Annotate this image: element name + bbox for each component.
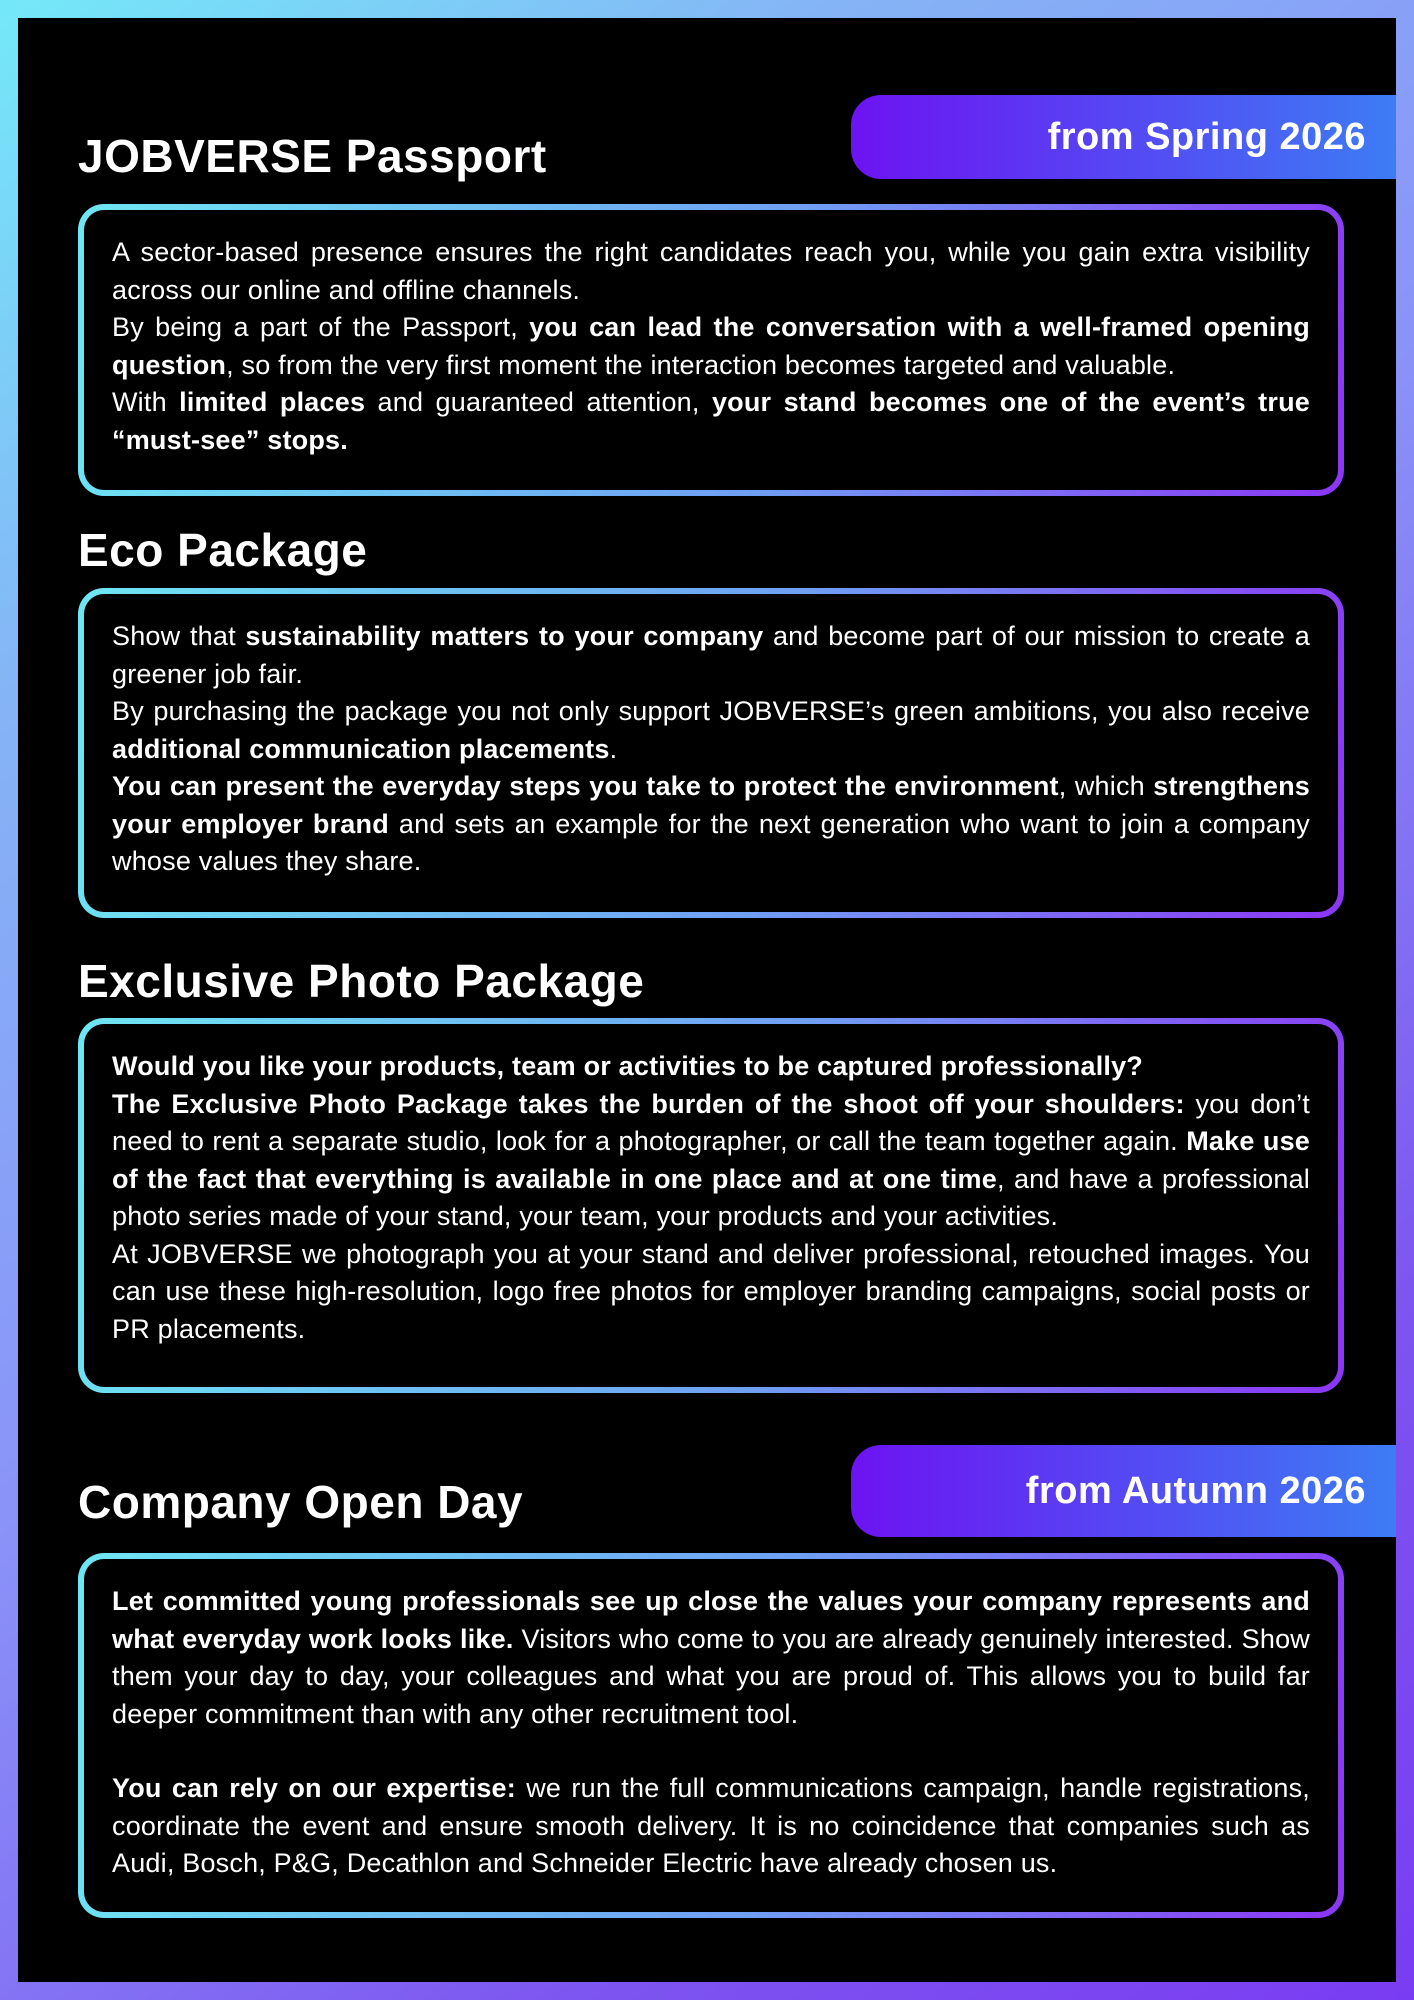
text: Show that: [112, 621, 246, 651]
text: By purchasing the package you not only support JOBVERSE’s green ambitions, you also receive: [112, 696, 1310, 726]
text: , so from the very first moment the interaction becomes targeted and valuable.: [226, 349, 1176, 380]
bold-text: sustainability matters to your company: [245, 621, 764, 651]
box-content: [84, 594, 1338, 912]
paragraph: [112, 1236, 1310, 1349]
paragraph: [112, 309, 1310, 384]
bold-text: you can lead the conversation with a well-framed opening question: [112, 312, 1311, 380]
paragraph: [112, 618, 1310, 693]
bold-text: your stand becomes one of the event’s true “must-see” stops.: [112, 387, 1310, 455]
page-title: JOBVERSE Passport: [78, 130, 547, 182]
bold-text: additional communication placements: [112, 733, 610, 764]
content-box: [78, 588, 1344, 918]
bold-text: strengthens your employer brand: [112, 771, 1310, 839]
page-background: [18, 18, 1396, 1982]
text: A sector-based presence ensures the right candidates reach you, while you gain extra visibility across our online and offline channels.: [112, 237, 1310, 305]
box-content: [84, 210, 1338, 490]
text: With: [112, 387, 180, 417]
bold-text: The Exclusive Photo Package takes the burden of the shoot off your shoulders:: [112, 1088, 1185, 1119]
paragraph: [112, 234, 1310, 309]
text: .: [609, 733, 618, 764]
bold-text: Would you like your products, team or activities to be captured professionally?: [112, 1051, 1144, 1081]
paragraph: [112, 1770, 1310, 1883]
text: and sets an example for the next generation who want to join a company whose values they share.: [112, 808, 1310, 876]
content-box: [78, 1018, 1344, 1393]
box-content: [84, 1559, 1338, 1912]
text: and guaranteed attention,: [365, 387, 712, 417]
bold-text: You can present the everyday steps you take to protect the environment: [112, 771, 1059, 801]
availability-badge-autumn-2026: [851, 1445, 1396, 1537]
badge-label: from Spring 2026: [1047, 115, 1366, 158]
box-content: [84, 1024, 1338, 1387]
bold-text: limited places: [179, 387, 366, 417]
text: you don’t need to rent a separate studio, look for a photographer, or call the team together again.: [112, 1088, 1310, 1156]
text: , which: [1058, 771, 1154, 801]
text: Visitors who come to you are already genuinely interested. Show them your day to day, your colleagues and what you are proud of. This allows you to build far deeper commitment than with any other recruitment tool.: [112, 1623, 1310, 1729]
text: we run the full communications campaign, handle registrations, coordinate the event and ensure smooth delivery. It is no coincidence that companies such as Audi, Bosch, P&G, Decathlon and Schneider Electric have already chosen us.: [112, 1773, 1310, 1878]
paragraph: [112, 1086, 1310, 1236]
bold-text: Make use of the fact that everything is available in one place and at one time: [112, 1126, 1310, 1194]
content-box: [78, 1553, 1344, 1918]
paragraph: [112, 1583, 1310, 1733]
content-box: [78, 204, 1344, 496]
text: At JOBVERSE we photograph you at your stand and deliver professional, retouched images. You can use these high-resolution, logo free photos for employer branding campaigns, social posts or PR placements.: [112, 1238, 1310, 1344]
text: and become part of our mission to create a greener job fair.: [112, 621, 1310, 689]
text: By being a part of the Passport,: [112, 312, 530, 342]
section-title: Exclusive Photo Package: [78, 955, 645, 1007]
bold-text: Let committed young professionals see up close the values your company represents and what everyday work looks like.: [112, 1586, 1310, 1654]
bold-text: You can rely on our expertise:: [112, 1773, 516, 1803]
badge-label: from Autumn 2026: [1025, 1469, 1366, 1512]
availability-badge-spring-2026: [851, 95, 1396, 179]
paragraph: [112, 1048, 1310, 1086]
section-title: Company Open Day: [78, 1476, 524, 1528]
text: , and have a professional photo series made of your stand, your team, your products and your activities.: [112, 1163, 1310, 1231]
paragraph: [112, 768, 1310, 881]
section-title: Eco Package: [78, 524, 368, 576]
paragraph: [112, 384, 1310, 459]
paragraph: [112, 693, 1310, 768]
